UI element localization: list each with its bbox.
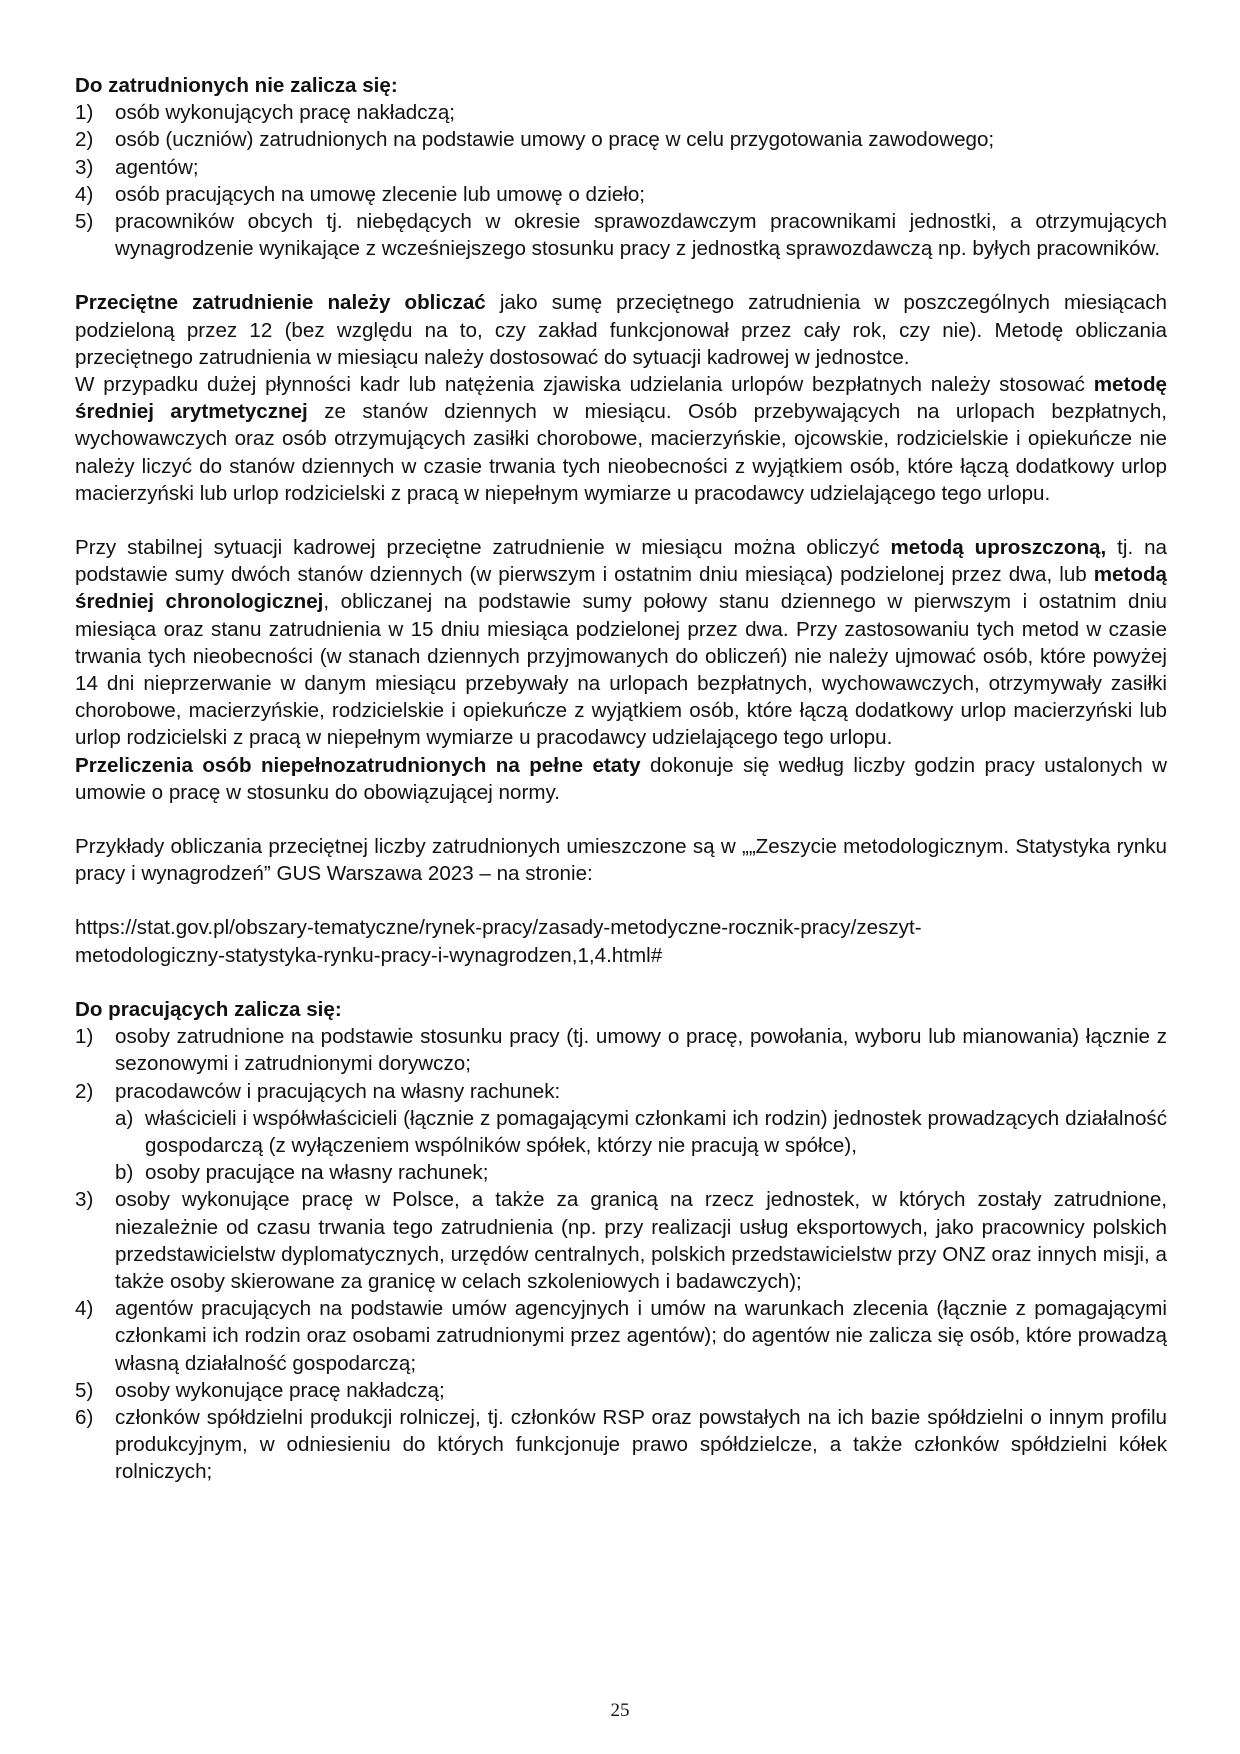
link-line[interactable]: https://stat.gov.pl/obszary-tematyczne/rynek-pracy/zasady-metodyczne-rocznik-pracy/zeszyt- [75,916,922,940]
item-text: agentów; [115,155,199,179]
sub-list-item [75,1159,1167,1186]
paragraph-examples: Przykłady obliczania przeciętnej liczby zatrudnionych umieszczone są w „„Zeszycie metodologicznym. Statystyka rynku pracy i wynagrodzeń” GUS Warszawa 2023 – na stronie: [75,835,1167,886]
document-page [75,72,1167,1486]
list-item [75,1023,1167,1077]
list-item [75,1404,1167,1486]
bold-phrase: Przeliczenia osób niepełnozatrudnionych na pełne etaty [75,753,641,777]
item-number: 5) [75,210,94,234]
item-text: osób wykonujących pracę nakładczą; [115,101,455,125]
paragraph-text: tj. na podstawie sumy dwóch stanów dziennych (w pierwszym i ostatnim dniu miesiąca) podzielonej przez dwa, lub [75,536,1167,587]
item-letter: b) [115,1161,134,1185]
item-number: 6) [75,1405,94,1429]
paragraph-average-employment [75,289,1167,371]
item-number: 1) [75,1025,94,1049]
item-text: osoby wykonujące pracę w Polsce, a także za granicą na rzecz jednostek, w których zostały zatrudnione, niezależnie od czasu trwania tego zatrudnienia (np. przy realizacji usług eksportowych, jako pracownicy polskich przedstawicielstw dyplomatycznych, urzędów centralnych, polskich przedstawicielstw przy ONZ oraz innych misji, a także osoby skierowane za granicę w celach szkoleniowych i badawczych); [115,1188,1167,1293]
not-employed-list [75,99,1167,262]
list-item [75,1377,1167,1404]
link-line[interactable]: metodologiczny-statystyka-rynku-pracy-i-wynagrodzen,1,4.html# [75,943,663,967]
working-list [75,1023,1167,1485]
item-number: 2) [75,128,94,152]
paragraph-text: Przy stabilnej sytuacji kadrowej przeciętne zatrudnienie w miesiącu można obliczyć [75,536,891,560]
item-number: 4) [75,182,94,206]
item-number: 4) [75,1297,94,1321]
section-heading-working: Do pracujących zalicza się: [75,997,342,1021]
section-heading-not-employed: Do zatrudnionych nie zalicza się: [75,74,398,97]
sub-list-item [75,1105,1167,1159]
item-number: 2) [75,1079,94,1103]
item-text: właścicieli i współwłaścicieli (łącznie z pomagającymi członkami ich rodzin) jednostek prowadzących działalność gospodarczą (z wyłączeniem wspólników spółek, którzy nie pracują w spółce), [145,1106,1167,1157]
list-item [75,181,1167,208]
item-text: pracowników obcych tj. niebędących w okresie sprawozdawczym pracownikami jednostki, a otrzymujących wynagrodzenie wynikające z wcześniejszego stosunku pracy z jednostką sprawozdawczą np. byłych pracowników. [115,210,1167,261]
list-item [75,126,1167,153]
item-text: osoby zatrudnione na podstawie stosunku pracy (tj. umowy o pracę, powołania, wyboru lub mianowania) łącznie z sezonowymi i zatrudnionymi dorywczo; [115,1025,1167,1076]
paragraph-text: jako sumę przeciętnego zatrudnienia w poszczególnych miesiącach podzieloną przez 12 (bez względu na to, czy zakład funkcjonował przez cały rok, czy nie). Metodę obliczania przeciętnego zatrudnienia w miesiącu należy dostosować do sytuacji kadrowej w jednostce. [75,291,1167,369]
list-item [75,99,1167,126]
paragraph-full-time-conversion [75,752,1167,806]
item-number: 3) [75,1188,94,1212]
paragraph-text: , obliczanej na podstawie sumy połowy stanu dziennego w pierwszym i ostatnim dniu miesiąca oraz stanu zatrudnienia w 15 dniu miesiąca podzielonej przez dwa. Przy zastosowaniu tych metod w czasie trwania tych nieobecności (w stanach dziennych przyjmowanych do obliczeń) nie należy ujmować osób, które powyżej 14 dni nieprzerwanie w danym miesiącu przebywały na urlopach bezpłatnych, wychowawczych, otrzymywały zasiłki chorobowe, macierzyńskie, rodzicielskie i opiekuńcze z wyjątkiem osób, które łączą dodatkowy urlop macierzyński lub urlop rodzicielski z pracą w niepełnym wymiarze u pracodawcy udzielającego tego urlopu. [75,590,1167,750]
item-text: osób pracujących na umowę zlecenie lub umowę o dzieło; [115,182,646,206]
item-text: osoby wykonujące pracę nakładczą; [115,1378,445,1402]
bold-phrase: metodę średniej arytmetycznej [75,373,1167,424]
paragraph-text: dokonuje się według liczby godzin pracy ustalonych w umowie o pracę w stosunku do obowiązującej normy. [75,753,1167,804]
item-number: 3) [75,155,94,179]
item-number: 5) [75,1378,94,1402]
list-item [75,154,1167,181]
list-item [75,1295,1167,1377]
reference-link[interactable] [75,914,1167,968]
item-text: członków spółdzielni produkcji rolniczej, tj. członków RSP oraz powstałych na ich bazie spółdzielni o innym profilu produkcyjnym, w odniesieniu do których funkcjonuje prawo spółdzielcze, a także członków spółdzielni kółek rolniczych; [115,1405,1167,1484]
item-number: 1) [75,101,94,125]
item-letter: a) [115,1106,134,1130]
paragraph-text: ze stanów dziennych w miesiącu. Osób przebywających na urlopach bezpłatnych, wychowawczych oraz osób otrzymujących zasiłki chorobowe, macierzyńskie, ojcowskie, rodzicielskie i opiekuńcze nie należy liczyć do stanów dziennych w czasie trwania tych nieobecności z wyjątkiem osób, które łączą dodatkowy urlop macierzyński lub urlop rodzicielski z pracą w niepełnym wymiarze u pracodawcy udzielającego tego urlopu. [75,400,1167,505]
bold-phrase: metodą średniej chronologicznej [75,563,1167,614]
item-text: osób (uczniów) zatrudnionych na podstawie umowy o pracę w celu przygotowania zawodowego; [115,128,995,152]
item-text: agentów pracujących na podstawie umów agencyjnych i umów na warunkach zlecenia (łącznie z pomagającymi członkami ich rodzin oraz osobami zatrudnionymi przez agentów); do agentów nie zalicza się osób, które prowadzą własną działalność gospodarczą; [115,1297,1167,1375]
bold-phrase: metodą uproszczoną, [890,536,1107,560]
list-item [75,208,1167,262]
list-item [75,1186,1167,1295]
paragraph-simplified-method [75,534,1167,752]
item-text: pracodawców i pracujących na własny rachunek: [115,1079,561,1103]
paragraph-arithmetic-mean [75,371,1167,507]
bold-phrase: Przeciętne zatrudnienie należy obliczać [75,291,486,315]
list-item [75,1078,1167,1105]
paragraph-text: W przypadku dużej płynności kadr lub natężenia zjawiska udzielania urlopów bezpłatnych należy stosować [75,373,1094,397]
page-number: 25 [610,1700,630,1721]
item-text: osoby pracujące na własny rachunek; [145,1161,489,1185]
